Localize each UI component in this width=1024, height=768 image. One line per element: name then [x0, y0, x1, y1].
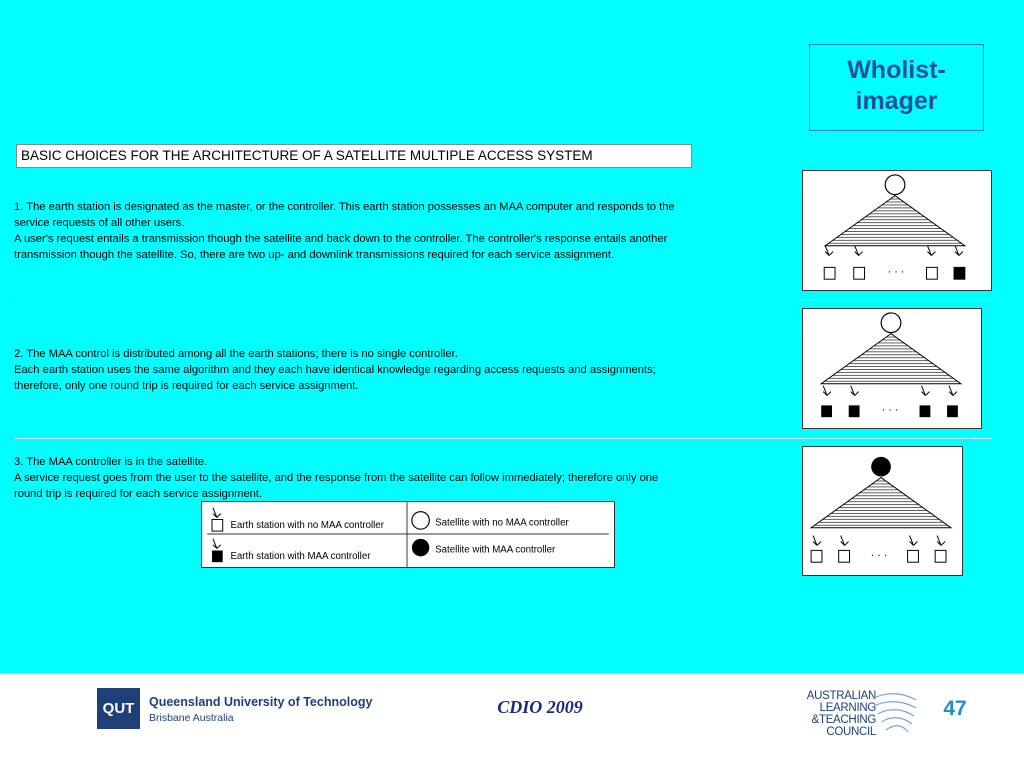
text-line: therefore, only one round trip is required for each service assignment.: [14, 380, 359, 392]
earth-station-icon: [839, 550, 850, 562]
satellite-no-maa-icon: [881, 313, 901, 333]
satellite-diagram-3: [803, 447, 962, 575]
earth-station-icon: [935, 550, 946, 562]
architecture-figure-2: [802, 308, 982, 429]
badge-line-1: Wholist-: [847, 56, 946, 84]
earth-station-icon: [212, 519, 223, 531]
earth-station-icon: [908, 550, 919, 562]
altc-line: LEARNING: [819, 702, 876, 714]
legend-satellite-maa: Satellite with MAA controller: [435, 544, 556, 556]
earth-station-maa-icon: [821, 405, 832, 417]
satellite-no-maa-icon: [885, 175, 905, 195]
ellipsis-label: · · ·: [870, 549, 888, 562]
earth-station-icon: [811, 550, 822, 562]
text-line: 1. The earth station is designated as the master, or the controller. This earth station possesses an MAA computer and responds to the: [14, 201, 675, 213]
earth-station-icon: [824, 267, 835, 279]
earth-station-maa-icon: [849, 405, 860, 417]
legend-station-maa: Earth station with MAA controller: [230, 551, 371, 563]
qut-logo: QUT: [97, 688, 140, 729]
satellite-maa-icon: [871, 457, 891, 477]
separator-line: [14, 438, 992, 439]
wholist-imager-badge: [809, 44, 984, 131]
slide-heading: BASIC CHOICES FOR THE ARCHITECTURE OF A SATELLITE MULTIPLE ACCESS SYSTEM: [16, 144, 692, 168]
satellite-diagram-1: [803, 171, 991, 290]
ellipsis-label: · · ·: [887, 266, 905, 279]
text-line: Each earth station uses the same algorithm and they each have identical knowledge regarding access requests and assignments;: [14, 364, 656, 376]
choice-1-text: [14, 199, 799, 263]
altc-line: &TEACHING: [811, 714, 876, 726]
text-line: A service request goes from the user to the satellite, and the response from the satellite can follow immediately; therefore only one: [14, 472, 659, 484]
text-line: service requests of all other users.: [14, 217, 185, 229]
earth-station-maa-icon: [947, 405, 958, 417]
satellite-maa-icon: [412, 539, 429, 556]
badge-line-2: imager: [855, 87, 938, 115]
architecture-figure-3: [802, 446, 963, 576]
choice-3-text: [14, 454, 799, 502]
legend-satellite-no-maa: Satellite with no MAA controller: [435, 517, 569, 529]
earth-station-maa-icon: [920, 405, 931, 417]
altc-logo-text: [779, 690, 876, 738]
separator-line: [14, 299, 992, 300]
link-beam-icon: [821, 334, 961, 384]
altc-logo-icon: [872, 690, 918, 740]
text-line: A user's request entails a transmission though the satellite and back down to the controller. The controller's response entails another: [14, 233, 668, 245]
text-line: round trip is required for each service assignment.: [14, 488, 263, 500]
university-name: Queensland University of Technology: [149, 695, 373, 709]
event-title: CDIO 2009: [497, 697, 583, 717]
choice-2-text: [14, 346, 799, 394]
altc-line: AUSTRALIAN: [806, 690, 876, 702]
link-beam-icon: [825, 196, 965, 246]
legend-graphic: [202, 502, 614, 567]
earth-station-maa-icon: [212, 551, 223, 563]
university-location: Brisbane Australia: [149, 712, 234, 724]
architecture-figure-1: [802, 170, 992, 291]
satellite-no-maa-icon: [412, 512, 429, 529]
page-number: 47: [943, 697, 967, 720]
earth-station-maa-icon: [954, 267, 965, 279]
link-beam-icon: [811, 478, 951, 528]
satellite-diagram-2: [803, 309, 981, 428]
text-line: transmission though the satellite. So, there are two up- and downlink transmissions required for each service assignment.: [14, 249, 615, 261]
altc-line: COUNCIL: [826, 726, 876, 738]
earth-station-icon: [854, 267, 865, 279]
earth-station-icon: [927, 267, 938, 279]
legend-table: [201, 501, 615, 568]
ellipsis-label: · · ·: [881, 404, 899, 417]
text-line: 2. The MAA control is distributed among all the earth stations; there is no single controller.: [14, 348, 458, 360]
legend-station-no-maa: Earth station with no MAA controller: [230, 520, 384, 532]
text-line: 3. The MAA controller is in the satellite.: [14, 456, 208, 468]
